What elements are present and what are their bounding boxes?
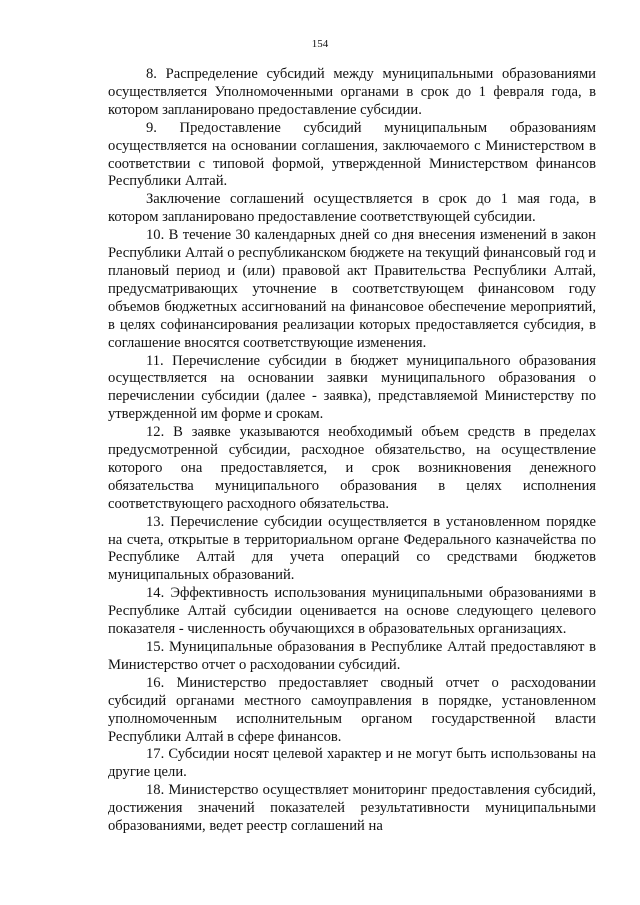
paragraph-16: 16. Министерство предоставляет сводный отчет о расходовании субсидий органами местного самоуправления в порядке, установленном уполномоченным исполнительным органом государственной власти Республики Алтай в сфере финансов. — [108, 674, 596, 745]
paragraph-13: 13. Перечисление субсидии осуществляется в установленном порядке на счета, открытые в территориальном органе Федерального казначейства по Республике Алтай для учета операций со средствами бюджетов муниципальных образований. — [108, 513, 596, 584]
document-body — [108, 66, 596, 836]
paragraph-12: 12. В заявке указываются необходимый объем средств в пределах предусмотренной субсидии, расходное обязательство, на осуществление которого она предоставляется, и срок возникновения денежного обязательства муниципального образования в целях исполнения соответствующего расходного обязательства. — [108, 424, 596, 512]
paragraph-17: 17. Субсидии носят целевой характер и не могут быть использованы на другие цели. — [108, 746, 596, 781]
page-number: 154 — [311, 38, 329, 50]
paragraph-11: 11. Перечисление субсидии в бюджет муниципального образования осуществляется на основании заявки муниципального образования о перечислении субсидии (далее - заявка), представляемой Министерству по утвержденной им форме и срокам. — [108, 352, 596, 423]
paragraph-10: 10. В течение 30 календарных дней со дня внесения изменений в закон Республики Алтай о республиканском бюджете на текущий финансовый год и плановый период и (или) правовой акт Правительства Республики Алтай, предусматривающих уточнение в соответствующем финансовом году объемов бюджетных ассигнований на финансовое обеспечение мероприятий, в целях софинансирования реализации которых предоставляется субсидия, в соглашение вносятся соответствующие изменения. — [108, 227, 596, 351]
paragraph-9: 9. Предоставление субсидий муниципальным образованиям осуществляется на основании соглашения, заключаемого с Министерством в соответствии с типовой формой, утвержденной Министерством финансов Республики Алтай. — [108, 119, 596, 190]
paragraph-18: 18. Министерство осуществляет мониторинг предоставления субсидий, достижения значений показателей результативности муниципальными образованиями, ведет реестр соглашений на — [108, 782, 596, 835]
paragraph-14: 14. Эффективность использования муниципальными образованиями в Республике Алтай субсидии оценивается на основе следующего целевого показателя - численность обучающихся в образовательных организациях. — [108, 585, 596, 638]
paragraph-9-agreements: Заключение соглашений осуществляется в срок до 1 мая года, в котором запланировано предоставление соответствующей субсидии. — [108, 191, 596, 226]
paragraph-8: 8. Распределение субсидий между муниципальными образованиями осуществляется Уполномоченными органами в срок до 1 февраля года, в котором запланировано предоставление субсидии. — [108, 66, 596, 118]
paragraph-15: 15. Муниципальные образования в Республике Алтай предоставляют в Министерство отчет о расходовании субсидий. — [108, 639, 596, 673]
